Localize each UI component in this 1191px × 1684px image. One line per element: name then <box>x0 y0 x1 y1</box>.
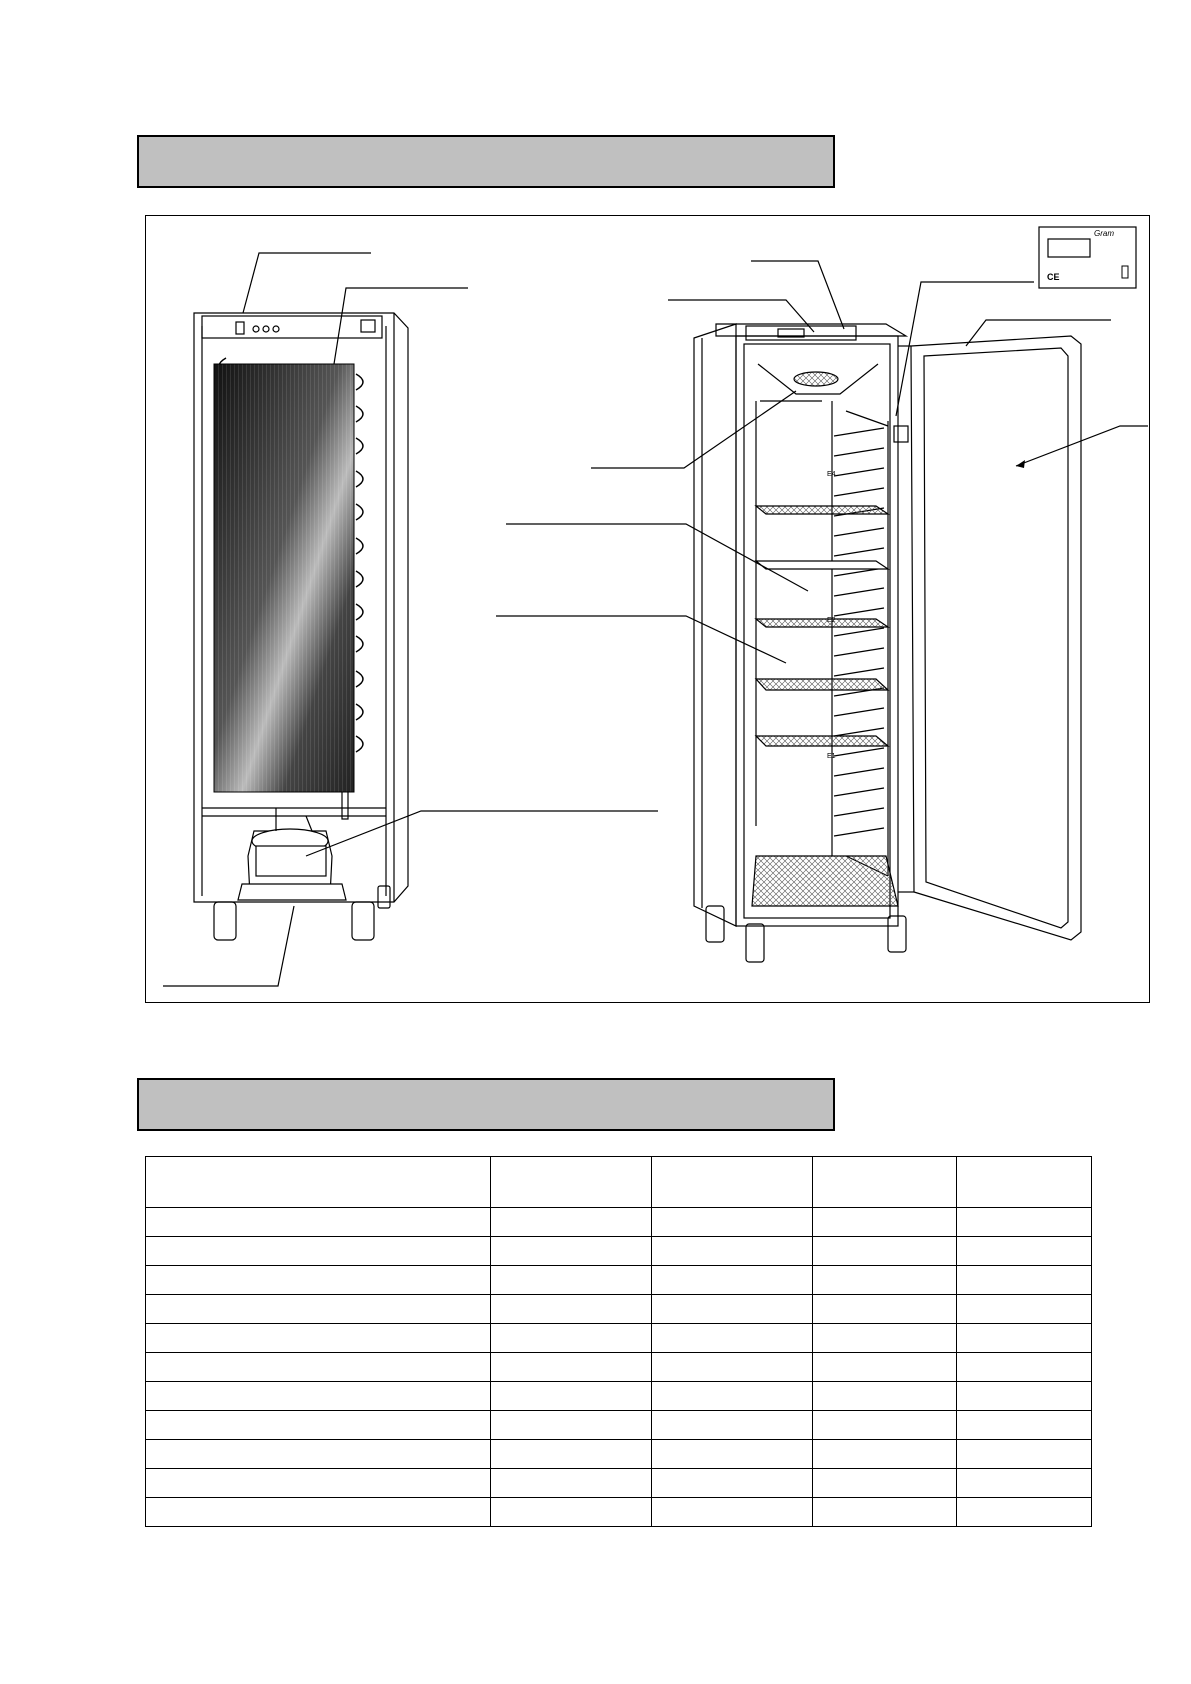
table-cell <box>146 1382 491 1411</box>
table-cell <box>491 1411 652 1440</box>
table-row <box>146 1353 1092 1382</box>
table-cell <box>491 1237 652 1266</box>
table-cell <box>957 1498 1092 1527</box>
table-row <box>146 1266 1092 1295</box>
section-header-components <box>137 135 835 188</box>
table-cell <box>957 1208 1092 1237</box>
interior-label-e1: E1 <box>827 753 836 760</box>
table-cell <box>813 1382 957 1411</box>
table-cell <box>957 1237 1092 1266</box>
table-cell <box>957 1411 1092 1440</box>
table-row <box>146 1498 1092 1527</box>
table-cell <box>146 1295 491 1324</box>
table-cell <box>491 1295 652 1324</box>
table-cell <box>491 1440 652 1469</box>
table-cell <box>146 1237 491 1266</box>
table-cell <box>652 1382 813 1411</box>
table-cell <box>652 1440 813 1469</box>
column-header <box>957 1157 1092 1208</box>
table-row <box>146 1237 1092 1266</box>
table-cell <box>813 1208 957 1237</box>
display-screen <box>1048 239 1090 257</box>
table-row <box>146 1411 1092 1440</box>
table-cell <box>652 1237 813 1266</box>
table-cell <box>146 1266 491 1295</box>
table-cell <box>957 1382 1092 1411</box>
table-cell <box>491 1266 652 1295</box>
brand-logo: Gram <box>1094 229 1114 238</box>
table-cell <box>491 1324 652 1353</box>
table-cell <box>652 1469 813 1498</box>
table-cell <box>652 1498 813 1527</box>
ce-mark: CE <box>1047 272 1060 282</box>
specifications-table <box>145 1156 1092 1527</box>
components-figure <box>145 215 1150 1003</box>
table-row <box>146 1440 1092 1469</box>
table-header-row <box>146 1157 1092 1208</box>
table-row <box>146 1382 1092 1411</box>
table-cell <box>957 1295 1092 1324</box>
table-cell <box>957 1353 1092 1382</box>
table-cell <box>813 1440 957 1469</box>
table-cell <box>146 1498 491 1527</box>
table-cell <box>146 1411 491 1440</box>
table-cell <box>957 1469 1092 1498</box>
table-row <box>146 1469 1092 1498</box>
table-cell <box>491 1208 652 1237</box>
table-cell <box>813 1295 957 1324</box>
table-cell <box>813 1324 957 1353</box>
table-cell <box>957 1266 1092 1295</box>
table-cell <box>491 1353 652 1382</box>
column-header <box>652 1157 813 1208</box>
table-cell <box>146 1208 491 1237</box>
table-cell <box>957 1440 1092 1469</box>
table-cell <box>146 1440 491 1469</box>
front-view-cabinet <box>694 324 1081 962</box>
table-cell <box>652 1411 813 1440</box>
table-cell <box>146 1353 491 1382</box>
table-row <box>146 1295 1092 1324</box>
cabinet-illustration <box>146 216 1151 1004</box>
table-row <box>146 1208 1092 1237</box>
display-panel-inset <box>1039 227 1136 288</box>
table-cell <box>813 1498 957 1527</box>
table-cell <box>813 1237 957 1266</box>
table-cell <box>146 1469 491 1498</box>
table-cell <box>652 1324 813 1353</box>
table-cell <box>652 1353 813 1382</box>
table-cell <box>146 1324 491 1353</box>
section-header-specifications <box>137 1078 835 1131</box>
table-row <box>146 1324 1092 1353</box>
table-cell <box>652 1266 813 1295</box>
interior-label-e2: E2 <box>827 617 836 624</box>
table-cell <box>813 1469 957 1498</box>
table-cell <box>813 1266 957 1295</box>
interior-label-e4: E4 <box>827 471 836 478</box>
table-cell <box>813 1353 957 1382</box>
column-header <box>813 1157 957 1208</box>
control-panel-strip <box>746 326 856 340</box>
table-cell <box>813 1411 957 1440</box>
table-cell <box>652 1295 813 1324</box>
table-cell <box>652 1208 813 1237</box>
table-cell <box>957 1324 1092 1353</box>
table-cell <box>491 1382 652 1411</box>
table-cell <box>491 1469 652 1498</box>
column-header <box>146 1157 491 1208</box>
column-header <box>491 1157 652 1208</box>
table-cell <box>491 1498 652 1527</box>
